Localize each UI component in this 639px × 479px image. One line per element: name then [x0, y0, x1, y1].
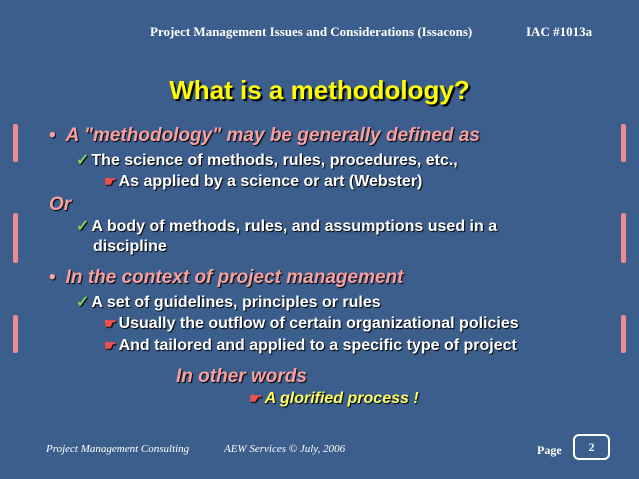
- in-other-words-label: In other words: [176, 366, 307, 387]
- sub-item-body-of-methods: [76, 216, 497, 236]
- glorified-process-line: [248, 390, 419, 408]
- right-accent-bar-bottom: [621, 315, 626, 353]
- sub-item-text: The science of methods, rules, procedures, etc.,: [91, 152, 458, 169]
- bullet-item-methodology-definition: [49, 125, 480, 147]
- slide-title: What is a methodology?: [169, 75, 470, 105]
- page-number-box: 2: [573, 434, 610, 460]
- subsub-item-text: As applied by a science or art (Webster): [118, 173, 423, 190]
- pointing-hand-icon: ☛: [104, 337, 117, 353]
- sub-item-text-line2: discipline: [93, 238, 167, 255]
- right-accent-bar-middle: [621, 213, 626, 263]
- sub-item-science-of-methods: [76, 150, 458, 170]
- check-icon: ✓: [76, 294, 90, 311]
- bullet-item-project-management-context: [49, 267, 403, 289]
- sub-item-text-line1: A body of methods, rules, and assumptions used in a: [91, 218, 498, 235]
- left-accent-bar-bottom: [13, 315, 18, 353]
- page-label: Page: [537, 443, 562, 457]
- course-title: Project Management Issues and Considerations (Issacons): [150, 24, 473, 39]
- check-icon: ✓: [76, 152, 90, 169]
- subsub-item-text: And tailored and applied to a specific type of project: [118, 337, 517, 354]
- footer-copyright: AEW Services © July, 2006: [224, 443, 346, 455]
- subsub-item-outflow: [104, 315, 519, 333]
- or-label: Or: [49, 194, 72, 215]
- subsub-item-tailored: [104, 337, 517, 355]
- subsub-item-webster: [104, 173, 422, 191]
- sub-item-guidelines: [76, 292, 381, 312]
- left-accent-bar-top: [13, 124, 18, 162]
- bullet-dot: •: [49, 267, 56, 288]
- pointing-hand-icon: ☛: [104, 315, 117, 331]
- subsub-item-text: Usually the outflow of certain organizational policies: [118, 315, 519, 332]
- right-accent-bar-top: [621, 124, 626, 162]
- pointing-hand-icon: ☛: [104, 173, 117, 189]
- sub-item-text: A set of guidelines, principles or rules: [91, 294, 381, 311]
- pointing-hand-icon: ☛: [248, 390, 261, 406]
- left-accent-bar-middle: [13, 213, 18, 263]
- bullet-text: A "methodology" may be generally defined as: [65, 125, 480, 146]
- glorified-process-text: A glorified process !: [264, 390, 419, 407]
- footer-company: Project Management Consulting: [46, 443, 190, 455]
- bullet-text: In the context of project management: [65, 267, 404, 288]
- check-icon: ✓: [76, 218, 90, 235]
- course-code: IAC #1013a: [526, 24, 593, 39]
- bullet-dot: •: [49, 125, 56, 146]
